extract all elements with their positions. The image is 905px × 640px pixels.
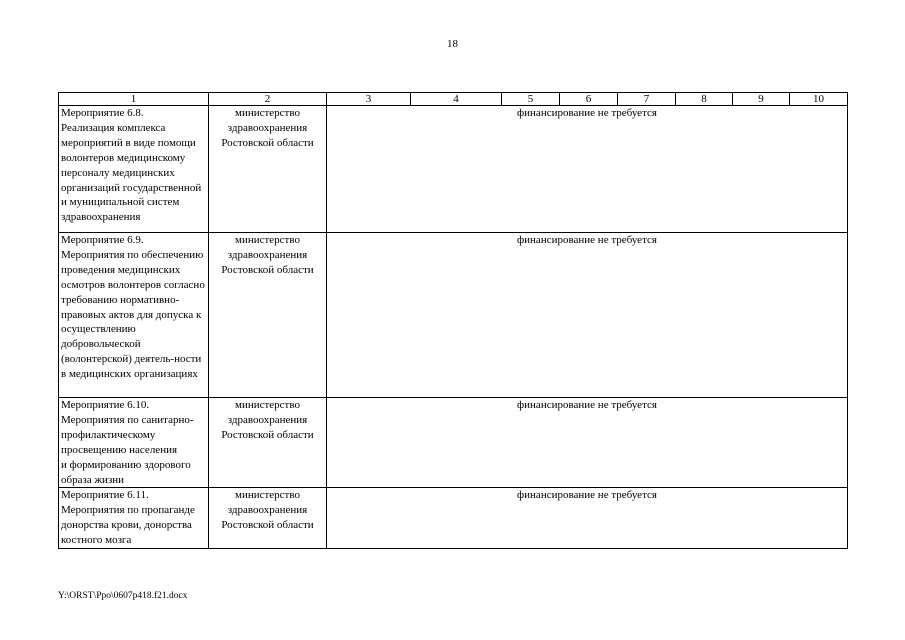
funding-cell: финансирование не требуется [327,106,848,233]
table-header-row [59,93,848,106]
measure-cell: Мероприятие 6.9. Мероприятия по обеспечению проведения медицинских осмотров волонтеров согласно требованию нормативно-правовых актов для допуска к осуществлению добровольческой (волонтерской) деятель-ности в медицинских организациях [59,233,209,398]
column-header: 4 [411,93,502,106]
column-header: 1 [59,93,209,106]
column-header: 9 [733,93,790,106]
measure-cell: Мероприятие 6.10. Мероприятия по санитарно-профилактическому просвещению населения и формированию здорового образа жизни [59,398,209,488]
funding-cell: финансирование не требуется [327,488,848,549]
column-header: 10 [790,93,848,106]
executor-cell: министерство здравоохранения Ростовской области [209,106,327,233]
file-path-footer: Y:\ORST\Ppo\0607p418.f21.docx [58,591,188,601]
column-header: 8 [676,93,733,106]
table-row [59,233,848,398]
column-header: 3 [327,93,411,106]
executor-cell: министерство здравоохранения Ростовской области [209,488,327,549]
column-header: 7 [618,93,676,106]
measure-cell: Мероприятие 6.11. Мероприятия по пропаганде донорства крови, донорства костного мозга [59,488,209,549]
program-table [58,92,848,549]
column-header: 2 [209,93,327,106]
column-header: 5 [502,93,560,106]
column-header: 6 [560,93,618,106]
table-row [59,398,848,488]
table-row [59,106,848,233]
table-row [59,488,848,549]
executor-cell: министерство здравоохранения Ростовской области [209,398,327,488]
executor-cell: министерство здравоохранения Ростовской области [209,233,327,398]
funding-cell: финансирование не требуется [327,398,848,488]
funding-cell: финансирование не требуется [327,233,848,398]
measure-cell: Мероприятие 6.8. Реализация комплекса мероприятий в виде помощи волонтеров медицинскому персоналу медицинских организаций государственной и муниципальной систем здравоохранения [59,106,209,233]
page-number: 18 [447,38,458,50]
